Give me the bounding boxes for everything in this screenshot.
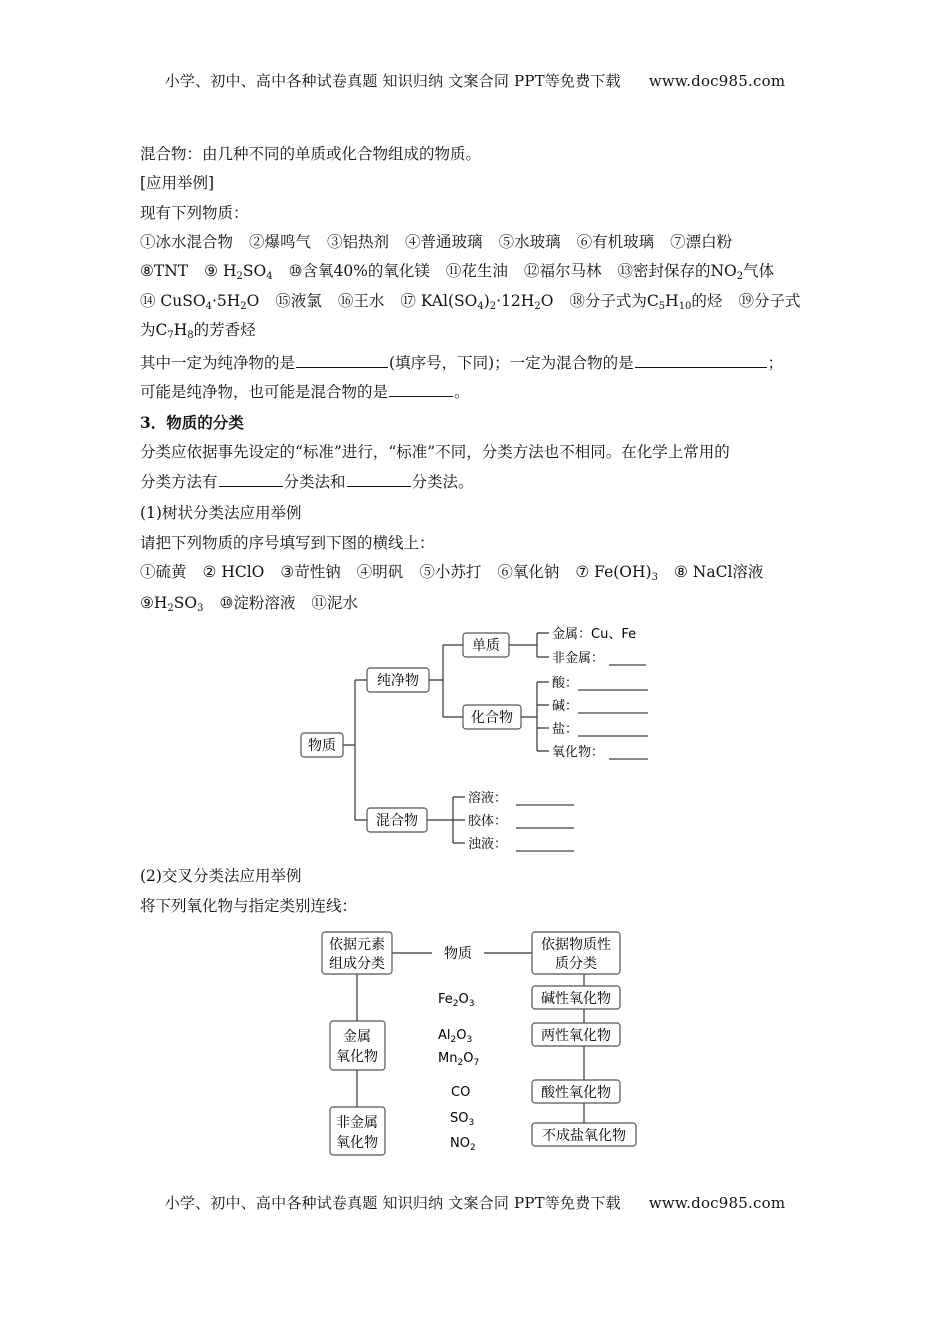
tree-element-label: 单质 [472,638,500,654]
tree-base-label: 碱： [552,699,579,714]
substance-item: ②爆鸣气 [249,233,312,251]
tree-root-label: 物质 [308,738,336,754]
right-top-line1: 依据物质性 [541,937,611,953]
substance-item: ⑫福尔马林 [523,262,602,280]
answer-blank[interactable] [389,382,453,397]
tree-solution-label: 溶液： [468,791,508,806]
question-line-1: 其中一定为纯净物的是 (填序号，下同)；一定为混合物的是 ； [140,354,784,372]
answer-blank[interactable] [635,353,767,368]
answer-blank[interactable] [219,472,283,487]
tree-items-row-2: $⑨H_2SO_3$ ⑩淀粉溶液 ⑪泥水 [140,594,358,614]
left-metal-line1: 金属 [343,1029,371,1045]
page-footer [0,1192,950,1213]
tree-salt-label: 盐： [552,722,579,737]
substance-item: ⑤水玻璃 [498,233,561,251]
tree-metal-label: 金属：Cu、Fe [552,627,637,642]
substances-row-3 [140,291,800,317]
substances-row-2 [140,261,774,287]
answer-blank[interactable] [296,353,388,368]
substance-item: ⑬密封保存的$NO_2$气体 [617,262,775,282]
left-nonmetal-line2: 氧化物 [336,1135,378,1151]
mixture-definition: 混合物：由几种不同的单质或化合物组成的物质。 [140,145,482,163]
footer-url: www.doc985.com [648,1194,786,1212]
right-top-line2: 质分类 [555,956,597,972]
left-nonmetal-line1: 非金属 [336,1115,378,1131]
left-top-line2: 组成分类 [329,956,385,972]
oxide-co: CO [451,1085,471,1100]
header-text: 小学、初中、高中各种试卷真题 知识归纳 文案合同 PPT等免费下载 [164,72,621,90]
center-label: 物质 [444,946,472,962]
answer-blank[interactable] [347,472,411,487]
acidic-oxide-label: 酸性氧化物 [541,1085,611,1101]
tree-diagram [295,620,665,860]
oxide-fe2o3: $Fe_2O_3$ [438,992,475,1009]
non-salt-oxide-label: 不成盐氧化物 [542,1128,626,1144]
substances-row-4: 为$C_7H_8$的芳香烃 [140,321,256,341]
substance-item: ⑰ $KAl(SO_4)_2\cdot 12H_2O$ [400,292,554,312]
substance-item: ⑥有机玻璃 [576,233,655,251]
substance-item: ①冰水混合物 [140,233,234,251]
tree-nonmetal-label: 非金属： [552,651,605,666]
substances-row-1 [140,232,732,252]
substance-item: ⑦漂白粉 [670,233,733,251]
substance-item: ⑩含氧40%的氧化镁 [288,262,430,280]
basic-oxide-label: 碱性氧化物 [541,991,611,1007]
tree-items-row-1: ①硫黄 ② HClO ③苛性钠 ④明矾 ⑤小苏打 ⑥氧化钠 ⑦ $Fe(OH)_3$ ⑧ NaCl溶液 [140,563,764,583]
substance-item: ⑨ $H_2SO_4$ [204,262,273,282]
oxide-al2o3: $Al_2O_3$ [438,1028,473,1045]
tree-mixture-label: 混合物 [376,813,418,829]
tree-acid-label: 酸： [552,676,579,691]
amphoteric-oxide-label: 两性氧化物 [541,1028,611,1044]
tree-title: (1)树状分类法应用举例 [140,504,302,522]
section-3-para-2: 分类方法有 分类法和 分类法。 [140,473,474,491]
substance-item: ④普通玻璃 [405,233,483,251]
substance-item: ③铝热剂 [327,233,390,251]
oxide-mn2o7: $Mn_2O_7$ [438,1051,480,1068]
cross-title: (2)交叉分类法应用举例 [140,867,302,885]
section-3-title: 3．物质的分类 [140,413,244,432]
substance-item: ⑮液氯 [275,292,322,310]
tree-instruction: 请把下列物质的序号填写到下图的横线上： [140,534,435,552]
substance-item: ⑲分子式 [738,292,801,310]
substance-item: ⑱分子式为$C_5H_{10}$的烃 [569,292,723,312]
cross-instruction: 将下列氧化物与指定类别连线： [140,897,358,915]
cross-diagram [310,925,650,1160]
tree-pure-label: 纯净物 [377,673,419,689]
substance-item: ⑧TNT [140,262,189,280]
oxide-no2: $NO_2$ [450,1136,476,1153]
substance-item: ⑯王水 [337,292,385,310]
substances-intro: 现有下列物质： [140,204,249,222]
left-top-line1: 依据元素 [329,937,385,953]
substance-item: ⑪花生油 [445,262,508,280]
example-heading: [应用举例] [140,174,215,192]
tree-oxide-label: 氧化物： [552,745,605,760]
footer-text: 小学、初中、高中各种试卷真题 知识归纳 文案合同 PPT等免费下载 [164,1194,621,1212]
left-metal-line2: 氧化物 [336,1049,378,1065]
tree-suspension-label: 浊液： [468,837,508,852]
tree-compound-label: 化合物 [471,710,513,726]
section-3-para-1: 分类应依据事先设定的“标准”进行，“标准”不同，分类方法也不相同。在化学上常用的 [140,443,730,461]
question-line-2: 可能是纯净物，也可能是混合物的是 。 [140,383,470,401]
header-url: www.doc985.com [648,72,786,90]
oxide-so3: $SO_3$ [450,1111,475,1128]
substance-item: ⑭ $CuSO_4\cdot 5H_2O$ [140,292,260,312]
tree-colloid-label: 胶体： [468,814,508,829]
page-header [0,70,950,91]
